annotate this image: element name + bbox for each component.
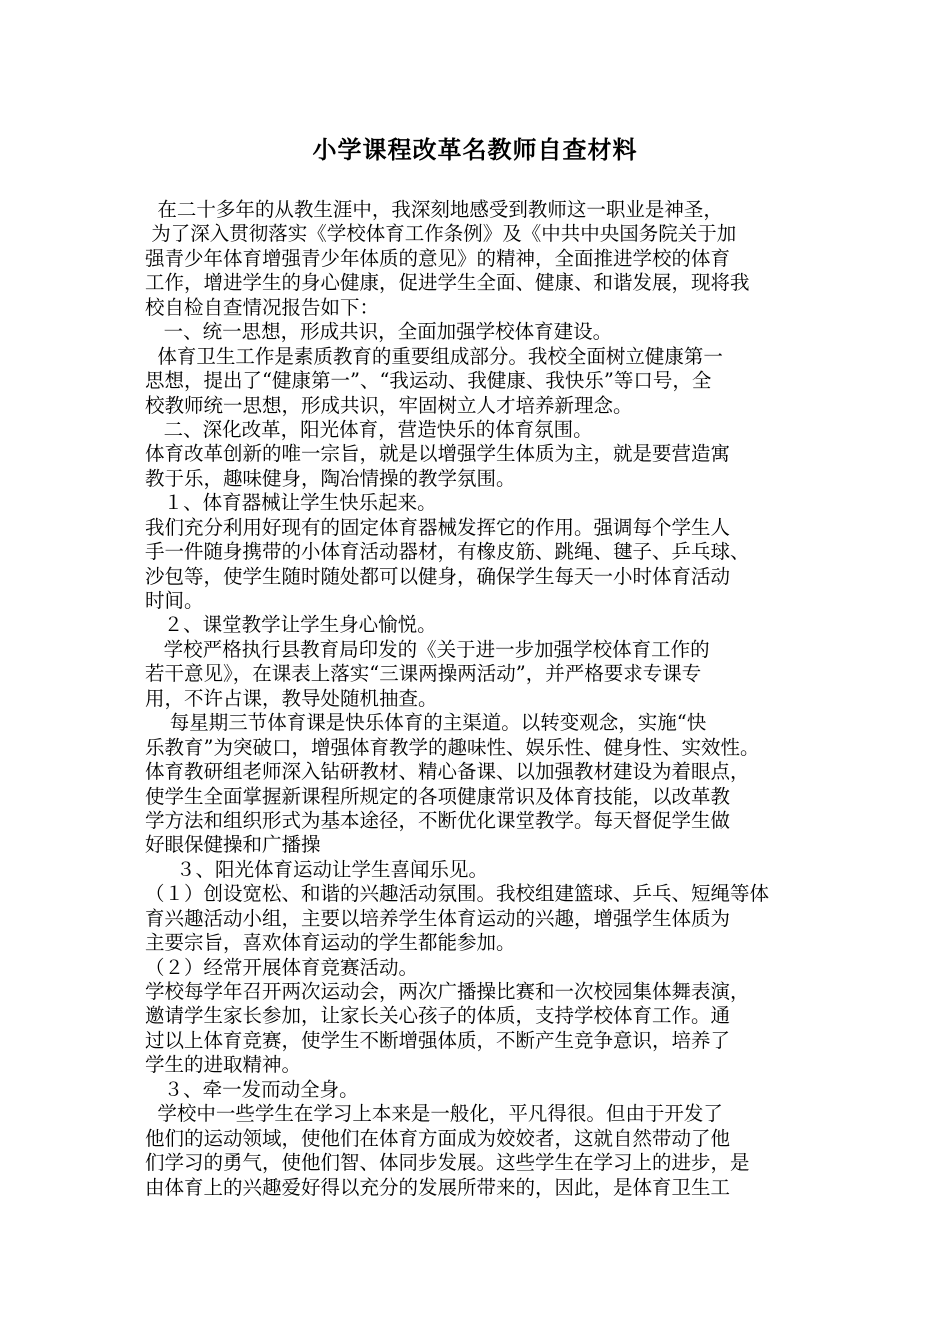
text-line: 时间。 [145,589,204,612]
text-line: 工作，增进学生的身心健康，促进学生全面、健康、和谐发展，现将我 [145,271,750,295]
text-line: 用，不许占课，教导处随机抽查。 [145,686,438,710]
text-line: 学校严格执行县教育局印发的《关于进一步加强学校体育工作的 [145,637,710,661]
text-line: 乐教育”为突破口，增强体育教学的趣味性、娱乐性、健身性、实效性。 [145,735,760,759]
text-line: 沙包等，使学生随时随处都可以健身，确保学生每天一小时体育活动 [145,564,731,588]
text-line: 体育卫生工作是素质教育的重要组成部分。我校全面树立健康第一 [145,344,723,368]
text-line: 好眼保健操和广播操 [145,833,321,857]
text-line: 一、统一思想，形成共识，全面加强学校体育建设。 [145,320,613,344]
text-line: （１）创设宽松、和谐的兴趣活动氛围。我校组建篮球、乒乓、短绳等体 [145,882,770,906]
text-line: 邀请学生家长参加，让家长关心孩子的体质，支持学校体育工作。通 [145,1004,731,1028]
text-line: 们学习的勇气，使他们智、体同步发展。这些学生在学习上的进步，是 [145,1151,750,1175]
text-line: 主要宗旨，喜欢体育运动的学生都能参加。 [145,931,516,955]
text-line: 学方法和组织形式为基本途径，不断优化课堂教学。每天督促学生做 [145,808,731,832]
document-title: 小学课程改革名教师自查材料 [312,135,638,164]
text-line: 每星期三节体育课是快乐体育的主渠道。以转变观念，实施“快 [145,711,707,735]
text-line: ３、阳光体育运动让学生喜闻乐见。 [145,857,488,881]
text-line: 学校中一些学生在学习上本来是一般化，平凡得很。但由于开发了 [145,1102,723,1126]
text-line: 使学生全面掌握新课程所规定的各项健康常识及体育技能，以改革教 [145,784,731,808]
text-line: 学生的进取精神。 [145,1053,302,1077]
text-line: 教于乐，趣味健身，陶冶情操的教学氛围。 [145,466,516,490]
text-line: 在二十多年的从教生涯中，我深刻地感受到教师这一职业是神圣， [145,198,723,221]
text-line: 学校每学年召开两次运动会，两次广播操比赛和一次校园集体舞表演， [145,980,750,1003]
text-line: 二、深化改革，阳光体育，营造快乐的体育氛围。 [145,417,593,441]
text-line: 校教师统一思想，形成共识，牢固树立人才培养新理念。 [145,393,633,417]
text-line: 体育改革创新的唯一宗旨，就是以增强学生体质为主，就是要营造寓 [145,442,731,466]
text-line: ３、牵一发而动全身。 [145,1077,359,1101]
text-line: ２、课堂教学让学生身心愉悦。 [145,613,437,637]
text-line: 育兴趣活动小组，主要以培养学生体育运动的兴趣，增强学生体质为 [145,906,731,930]
text-line: 强青少年体育增强青少年体质的意见》的精神，全面推进学校的体育 [145,246,731,270]
document-body [145,198,815,1200]
text-line: 思想，提出了“健康第一”、“我运动、我健康、我快乐”等口号，全 [145,369,712,393]
text-line: １、体育器械让学生快乐起来。 [145,491,437,515]
text-line: 为了深入贯彻落实《学校体育工作条例》及《中共中央国务院关于加 [145,222,737,246]
text-line: 手一件随身携带的小体育活动器材，有橡皮筋、跳绳、毽子、乒乓球、 [145,540,750,564]
text-line: 他们的运动领域，使他们在体育方面成为姣姣者，这就自然带动了他 [145,1126,731,1150]
text-line: 若干意见》，在课表上落实“三课两操两活动”，并严格要求专课专 [145,662,702,686]
text-line: 过以上体育竞赛，使学生不断增强体质，不断产生竞争意识，培养了 [145,1028,731,1052]
text-line: 校自检自查情况报告如下： [145,295,380,319]
text-line: 我们充分利用好现有的固定体育器械发挥它的作用。强调每个学生人 [145,515,731,539]
text-line: 由体育上的兴趣爱好得以充分的发展所带来的，因此，是体育卫生工 [145,1175,731,1199]
text-line: （２）经常开展体育竞赛活动。 [145,955,419,979]
text-line: 体育教研组老师深入钻研教材、精心备课、以加强教材建设为着眼点， [145,760,750,784]
